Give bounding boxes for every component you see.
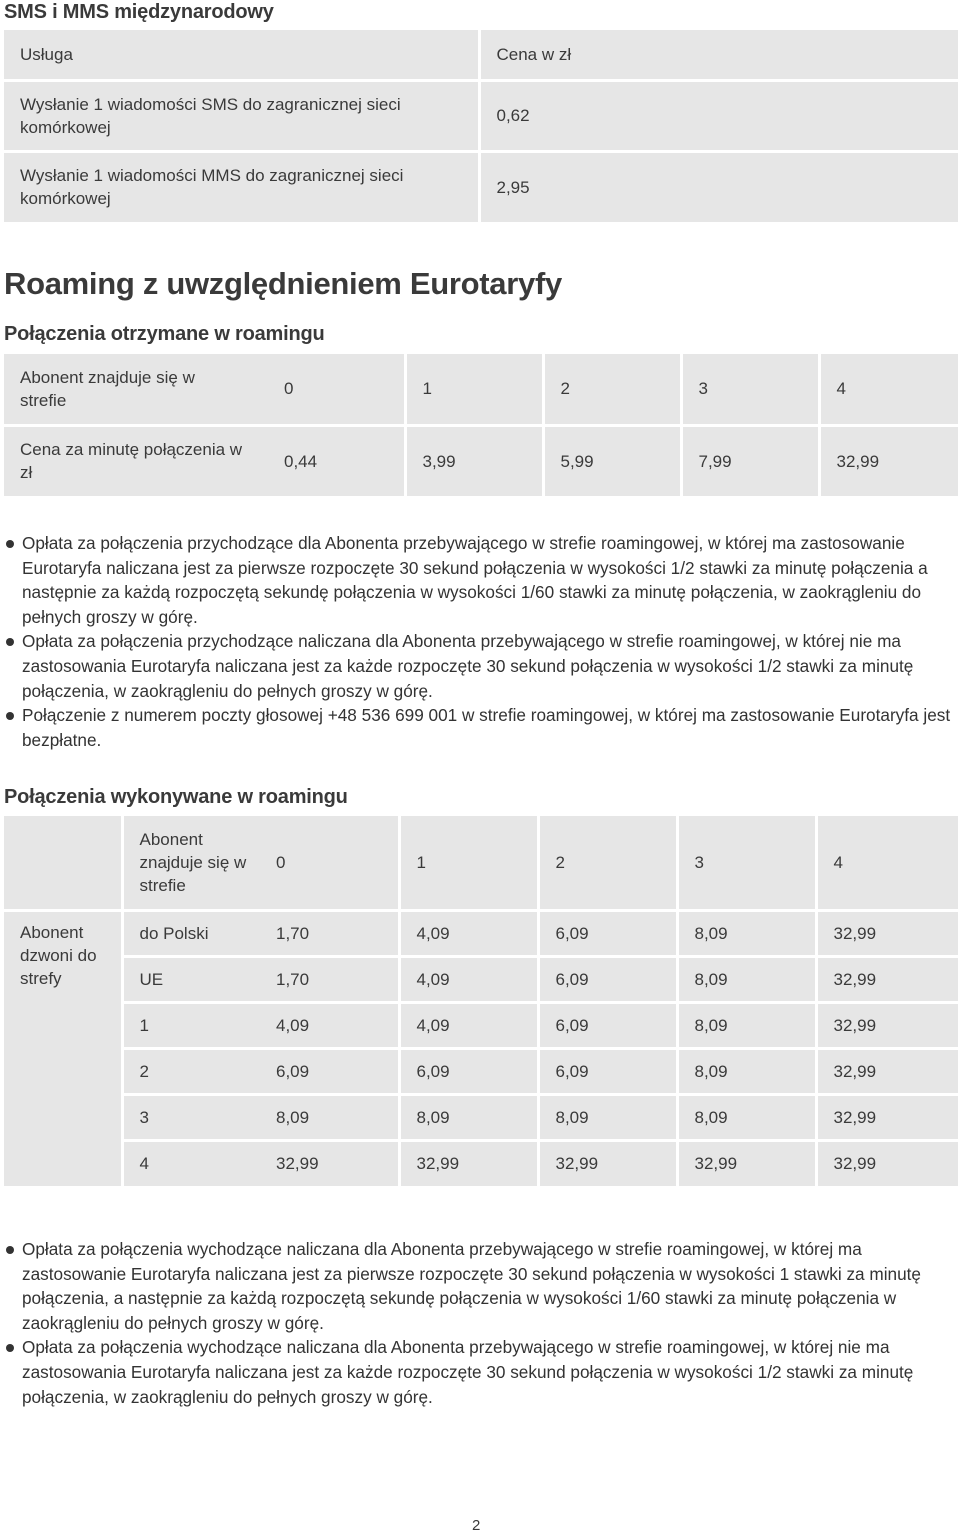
received-notes xyxy=(4,531,954,752)
rate-cell: 32,99 xyxy=(538,1140,677,1186)
table-row xyxy=(4,151,958,222)
zone-row xyxy=(4,816,958,910)
price-cell: 2,95 xyxy=(479,151,958,222)
rate-cell: 6,09 xyxy=(538,1048,677,1094)
rate-cell: 6,09 xyxy=(538,1002,677,1048)
outgoing-calls-table xyxy=(4,816,958,1186)
destination-cell: 1 xyxy=(122,1002,260,1048)
destination-cell: 2 xyxy=(122,1048,260,1094)
table-header-row xyxy=(4,30,958,80)
price-cell: 32,99 xyxy=(819,425,958,496)
price-cell: 3,99 xyxy=(405,425,543,496)
rate-cell: 8,09 xyxy=(399,1094,538,1140)
received-calls-table xyxy=(4,354,958,496)
roaming-title: Roaming z uwzględnieniem Eurotaryfy xyxy=(4,266,562,301)
destination-cell: do Polski xyxy=(122,910,260,956)
rate-cell: 6,09 xyxy=(399,1048,538,1094)
rate-cell: 32,99 xyxy=(260,1140,399,1186)
page-number: 2 xyxy=(472,1517,481,1534)
zone-cell: 3 xyxy=(677,816,816,910)
rate-cell: 32,99 xyxy=(399,1140,538,1186)
rate-cell: 32,99 xyxy=(816,956,958,1002)
rate-cell: 8,09 xyxy=(677,1094,816,1140)
table-row xyxy=(4,910,958,956)
zone-label: Abonent znajduje się w strefie xyxy=(4,354,268,425)
zone-label: Abonent znajduje się w strefie xyxy=(122,816,260,910)
zone-cell: 1 xyxy=(405,354,543,425)
price-label: Cena za minutę połączenia w zł xyxy=(4,425,268,496)
zone-cell: 4 xyxy=(816,816,958,910)
outgoing-calls-title: Połączenia wykonywane w roamingu xyxy=(4,786,348,808)
zone-cell: 1 xyxy=(399,816,538,910)
rate-cell: 8,09 xyxy=(677,956,816,1002)
rate-cell: 8,09 xyxy=(677,910,816,956)
rate-cell: 32,99 xyxy=(816,1048,958,1094)
rate-cell: 4,09 xyxy=(399,956,538,1002)
rate-cell: 32,99 xyxy=(677,1140,816,1186)
price-row xyxy=(4,425,958,496)
zone-row xyxy=(4,354,958,425)
rate-cell: 32,99 xyxy=(816,1002,958,1048)
price-cell: 5,99 xyxy=(543,425,681,496)
note-item: Opłata za połączenia wychodzące naliczana dla Abonenta przebywającego w strefie roamingowej, w której ma zastosowanie Eurotaryfa naliczana jest za pierwsze rozpoczęte 30 sekund połączenia w wysokości 1 stawki za minutę połączenia, a następnie za każdą rozpoczętą sekundę połączenia w wysokości 1/60 stawki za minutę połączenia w zaokrągleniu do pełnych groszy w górę. xyxy=(4,1237,954,1335)
rate-cell: 32,99 xyxy=(816,1140,958,1186)
rate-cell: 1,70 xyxy=(260,956,399,1002)
service-cell: Wysłanie 1 wiadomości MMS do zagranicznej sieci komórkowej xyxy=(4,151,479,222)
destination-cell: UE xyxy=(122,956,260,1002)
zone-cell: 2 xyxy=(538,816,677,910)
table-row xyxy=(4,80,958,151)
zone-cell: 0 xyxy=(260,816,399,910)
rate-cell: 6,09 xyxy=(538,956,677,1002)
price-cell: 0,44 xyxy=(268,425,405,496)
note-item: Opłata za połączenia wychodzące naliczana dla Abonenta przebywającego w strefie roamingowej, w której nie ma zastosowania Eurotaryfa naliczana jest za każde rozpoczęte 30 sekund połączenia w wysokości 1/2 stawki za minutę połączenia, w zaokrągleniu do pełnych groszy w górę. xyxy=(4,1335,954,1409)
zone-cell: 0 xyxy=(268,354,405,425)
table-row xyxy=(4,956,958,1002)
zone-cell: 2 xyxy=(543,354,681,425)
table-row xyxy=(4,1048,958,1094)
price-cell: 7,99 xyxy=(681,425,819,496)
price-cell: 0,62 xyxy=(479,80,958,151)
note-item: Opłata za połączenia przychodzące naliczana dla Abonenta przebywającego w strefie roamingowej, w której nie ma zastosowania Eurotaryfa naliczana jest za każde rozpoczęte 30 sekund połączenia w wysokości 1/2 stawki za minutę połączenia, w zaokrągleniu do pełnych groszy w górę. xyxy=(4,629,954,703)
received-calls-title: Połączenia otrzymane w roamingu xyxy=(4,323,325,345)
table-row xyxy=(4,1002,958,1048)
rate-cell: 8,09 xyxy=(260,1094,399,1140)
rate-cell: 32,99 xyxy=(816,910,958,956)
rate-cell: 8,09 xyxy=(677,1002,816,1048)
header-service: Usługa xyxy=(4,30,479,80)
destination-cell: 3 xyxy=(122,1094,260,1140)
rate-cell: 4,09 xyxy=(260,1002,399,1048)
table-row xyxy=(4,1140,958,1186)
rate-cell: 4,09 xyxy=(399,1002,538,1048)
zone-cell: 4 xyxy=(819,354,958,425)
sms-section-title: SMS i MMS międzynarodowy xyxy=(4,1,274,23)
header-price: Cena w zł xyxy=(479,30,958,80)
rate-cell: 8,09 xyxy=(677,1048,816,1094)
note-item: Opłata za połączenia przychodzące dla Abonenta przebywającego w strefie roamingowej, w której ma zastosowanie Eurotaryfa naliczana jest za pierwsze rozpoczęte 30 sekund połączenia w wysokości 1/2 stawki za minutę połączenia a następnie za każdą rozpoczętą sekundę połączenia w wysokości 1/60 stawki za minutę połączenia, w zaokrągleniu do pełnych groszy w górę. xyxy=(4,531,954,629)
zone-cell: 3 xyxy=(681,354,819,425)
rate-cell: 4,09 xyxy=(399,910,538,956)
corner-cell xyxy=(4,816,122,910)
caller-label: Abonent dzwoni do strefy xyxy=(4,910,122,1186)
rate-cell: 6,09 xyxy=(260,1048,399,1094)
rate-cell: 32,99 xyxy=(816,1094,958,1140)
rate-cell: 6,09 xyxy=(538,910,677,956)
service-cell: Wysłanie 1 wiadomości SMS do zagranicznej sieci komórkowej xyxy=(4,80,479,151)
rate-cell: 8,09 xyxy=(538,1094,677,1140)
rate-cell: 1,70 xyxy=(260,910,399,956)
note-item: Połączenie z numerem poczty głosowej +48 536 699 001 w strefie roamingowej, w której ma zastosowanie Eurotaryfa jest bezpłatne. xyxy=(4,703,954,752)
sms-price-table xyxy=(4,30,958,222)
outgoing-notes xyxy=(4,1237,954,1409)
table-row xyxy=(4,1094,958,1140)
destination-cell: 4 xyxy=(122,1140,260,1186)
